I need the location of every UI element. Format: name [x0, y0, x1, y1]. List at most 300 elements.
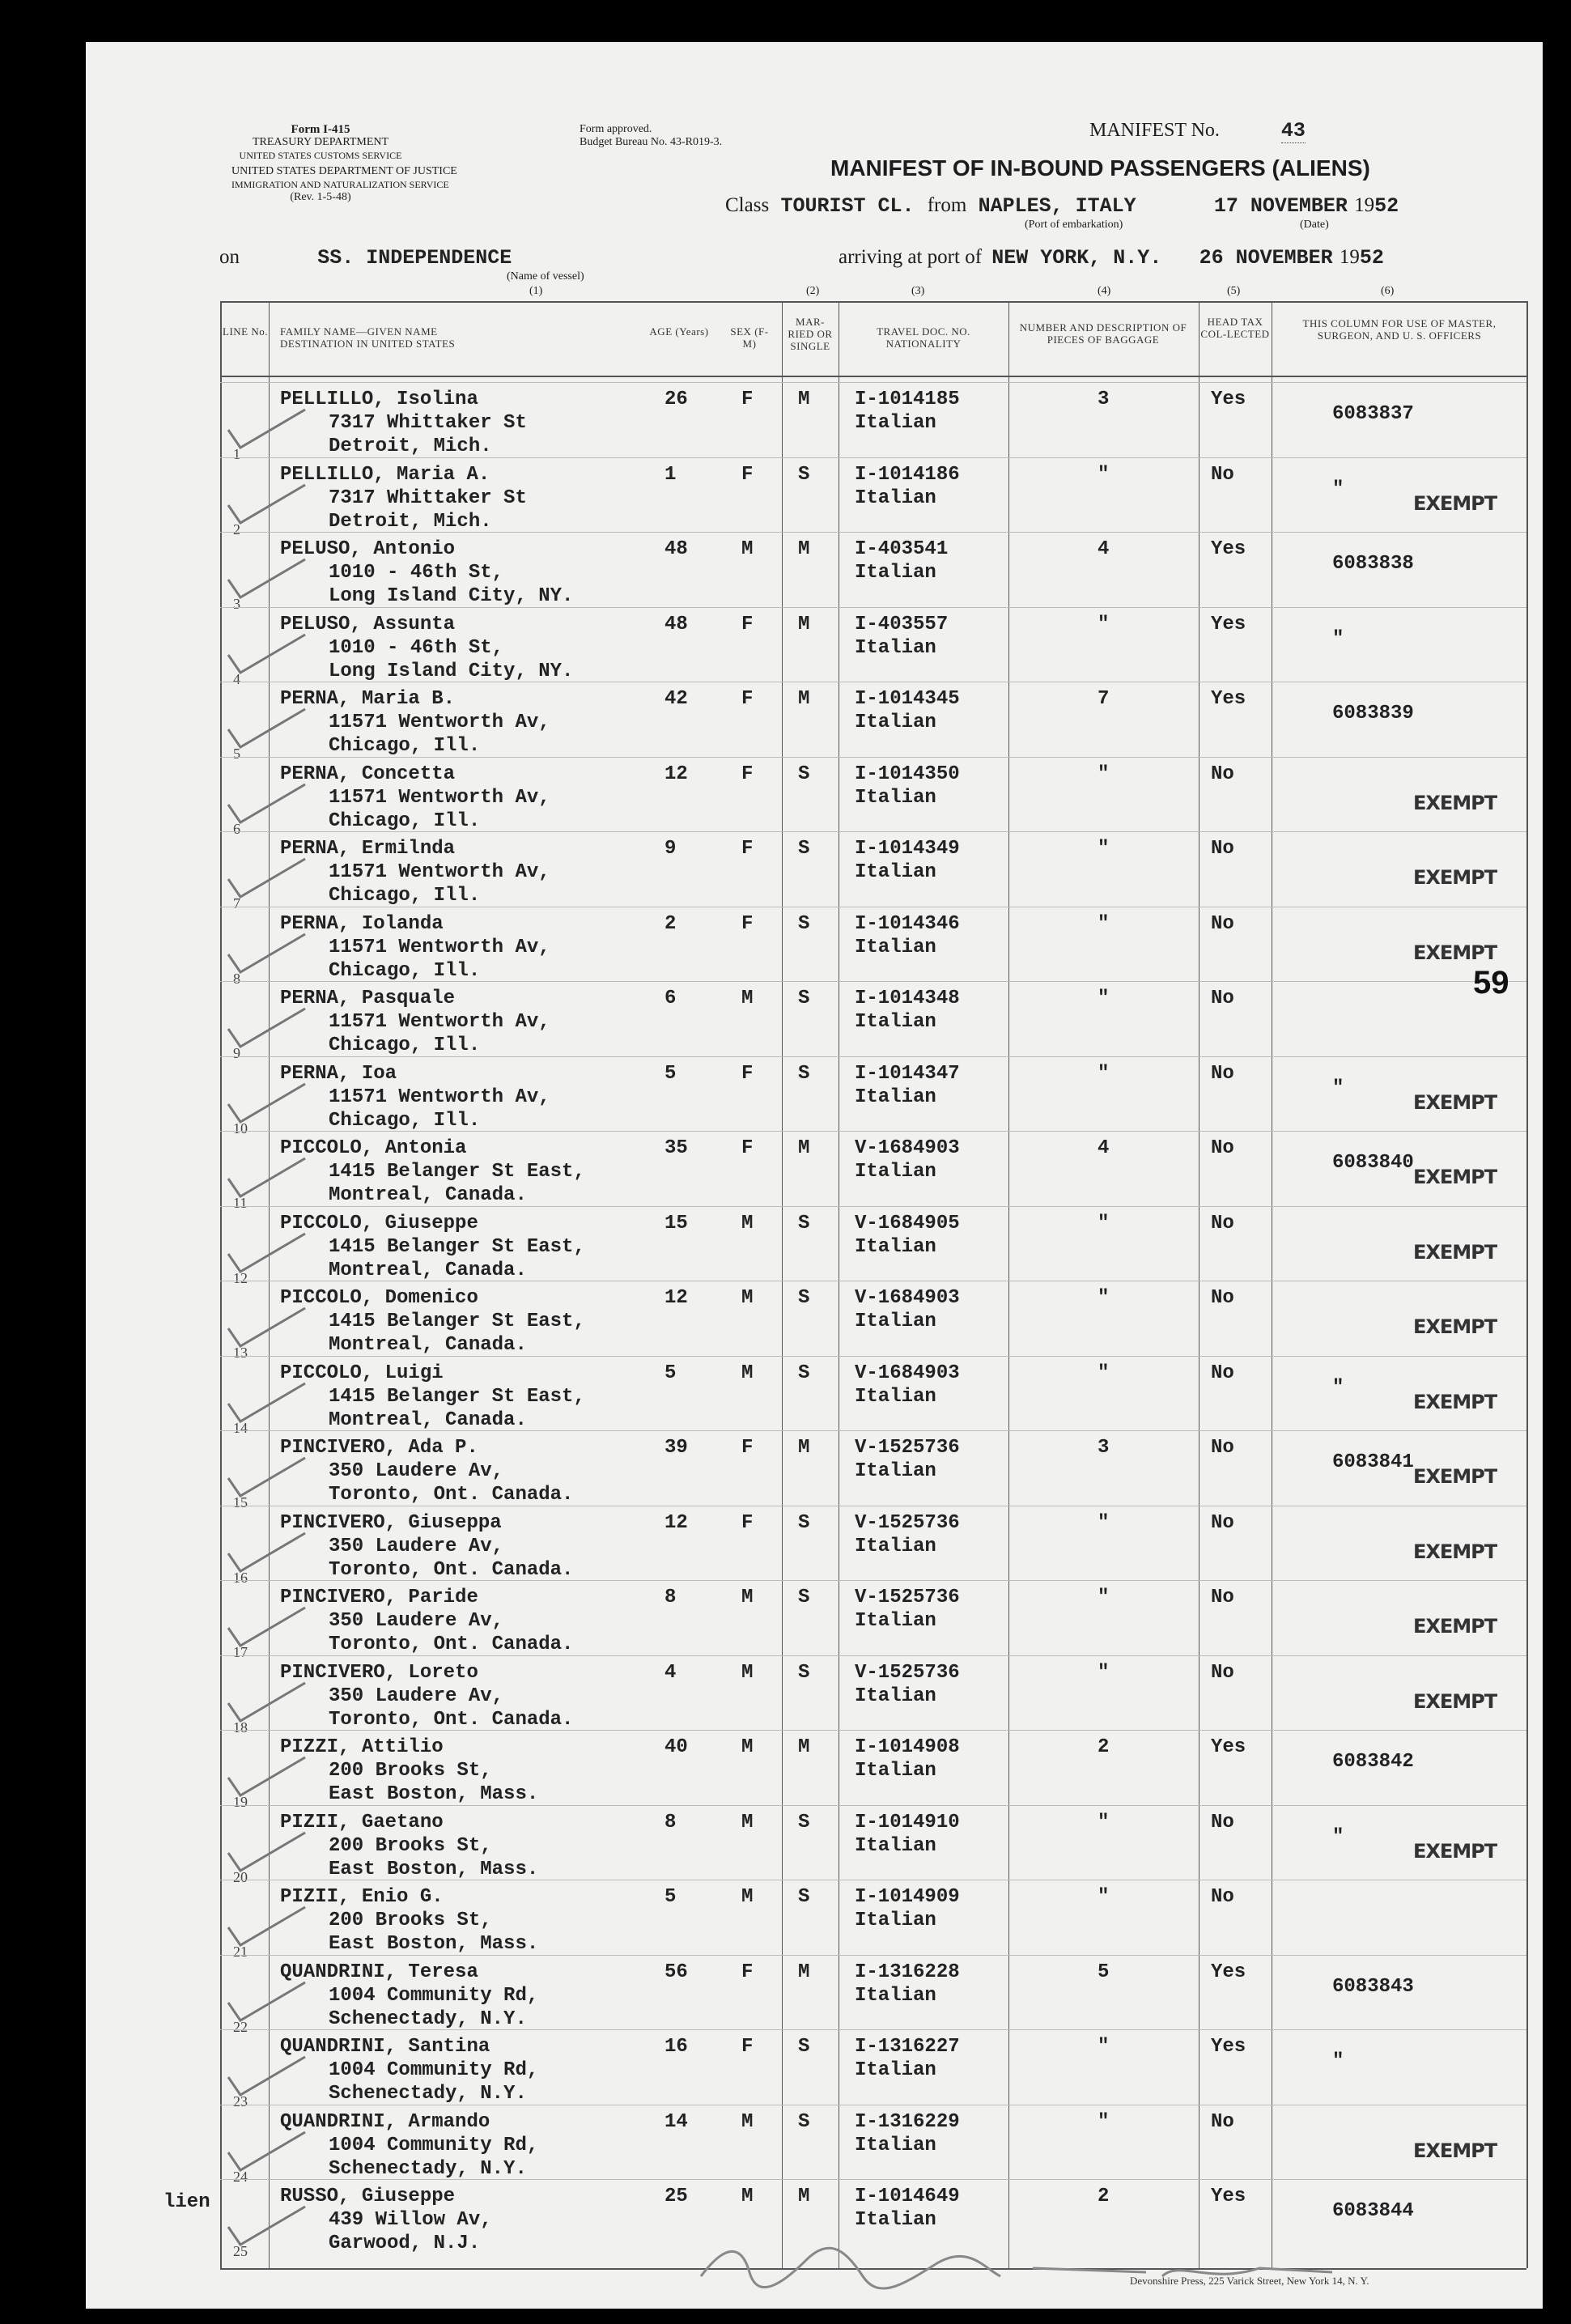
- pencil-check-icon: [220, 481, 309, 529]
- baggage-count: ": [1098, 988, 1110, 1009]
- from-label: from: [927, 194, 967, 216]
- baggage-count: 3: [1098, 389, 1110, 410]
- passenger-nationality: Italian: [855, 412, 936, 434]
- passenger-age: 42: [664, 688, 688, 710]
- passenger-name: PERNA, Ioa: [280, 1062, 397, 1085]
- form-approved: Form approved.: [580, 123, 652, 135]
- pencil-check-icon: [220, 1230, 309, 1278]
- pencil-check-icon: [220, 2128, 309, 2177]
- travel-doc-number: I-403557: [855, 613, 949, 635]
- pencil-check-icon: [220, 1304, 309, 1353]
- passenger-age: 5: [664, 1062, 677, 1085]
- passenger-sex: M: [741, 1287, 754, 1309]
- passenger-sex: F: [741, 1961, 754, 1983]
- table-row: [220, 1056, 1526, 1137]
- passenger-address-city: Chicago, Ill.: [329, 1109, 481, 1132]
- baggage-count: 3: [1098, 1437, 1110, 1459]
- arrival-date: 26 NOVEMBER: [1199, 246, 1333, 270]
- passenger-address-city: East Boston, Mass.: [329, 1783, 539, 1805]
- table-row: [220, 607, 1526, 687]
- baggage-count: 2: [1098, 2186, 1110, 2207]
- table-row: [220, 2029, 1526, 2109]
- passenger-line-number: 25: [233, 2243, 248, 2259]
- passenger-address-city: Montreal, Canada.: [329, 1334, 527, 1356]
- officer-use-number: 6083840: [1332, 1152, 1414, 1174]
- passenger-sex: M: [741, 2186, 754, 2207]
- head-tax: No: [1211, 838, 1234, 860]
- arrival-port: NEW YORK, N.Y.: [991, 246, 1162, 270]
- exempt-stamp: EXEMPT: [1413, 1540, 1497, 1563]
- travel-doc-number: V-1684903: [855, 1362, 960, 1384]
- officer-use-number: ": [1332, 2050, 1344, 2072]
- head-tax: Yes: [1211, 1961, 1246, 1983]
- baggage-count: ": [1098, 2036, 1110, 2058]
- passenger-name: PERNA, Pasquale: [280, 988, 456, 1009]
- table-row: [220, 757, 1526, 837]
- passenger-marital-status: S: [798, 1287, 810, 1309]
- officer-use-number: ": [1332, 1077, 1344, 1099]
- travel-doc-number: I-1316227: [855, 2036, 960, 2058]
- passenger-marital-status: M: [798, 1137, 810, 1159]
- table-top-border: [220, 301, 1526, 303]
- budget-bureau: Budget Bureau No. 43-R019-3.: [580, 136, 723, 148]
- passenger-age: 8: [664, 1587, 677, 1608]
- passenger-age: 25: [664, 2186, 688, 2207]
- travel-doc-number: I-1014185: [855, 389, 960, 410]
- passenger-address-street: 1415 Belanger St East,: [329, 1311, 585, 1332]
- passenger-line-number: 16: [233, 1569, 248, 1586]
- officer-use-number: 6083841: [1332, 1451, 1414, 1473]
- travel-doc-number: I-1014910: [855, 1811, 960, 1833]
- passenger-age: 56: [664, 1961, 688, 1983]
- table-row: [220, 1281, 1526, 1361]
- passenger-line-number: 1: [233, 446, 240, 462]
- pencil-check-icon: [220, 705, 309, 754]
- passenger-address-city: Toronto, Ont. Canada.: [329, 1558, 574, 1581]
- passenger-name: PINCIVERO, Paride: [280, 1587, 478, 1608]
- passenger-line-number: 21: [233, 1944, 248, 1960]
- passenger-marital-status: S: [798, 2036, 810, 2058]
- travel-doc-number: I-1014346: [855, 912, 960, 935]
- form-approval: [580, 123, 722, 149]
- passenger-sex: M: [741, 1362, 754, 1384]
- passenger-line-number: 19: [233, 1794, 248, 1810]
- passenger-address-city: Garwood, N.J.: [329, 2233, 481, 2254]
- head-tax: Yes: [1211, 2186, 1246, 2207]
- passenger-address-street: 350 Laudere Av,: [329, 1535, 504, 1557]
- table-row: [220, 1506, 1526, 1586]
- passenger-marital-status: S: [798, 912, 810, 935]
- form-revision: (Rev. 1-5-48): [290, 191, 351, 203]
- passenger-sex: M: [741, 1811, 754, 1833]
- passenger-address-street: 200 Brooks St,: [329, 1760, 492, 1782]
- passenger-address-street: 11571 Wentworth Av,: [329, 1011, 550, 1033]
- passenger-line-number: 14: [233, 1419, 248, 1436]
- passenger-sex: M: [741, 988, 754, 1009]
- passenger-address-city: Schenectady, N.Y.: [329, 2157, 527, 2180]
- passenger-line-number: 2: [233, 520, 240, 537]
- passenger-name: PICCOLO, Antonia: [280, 1137, 467, 1159]
- passenger-name: PERNA, Maria B.: [280, 688, 456, 710]
- port-embark-caption: (Port of embarkation): [1025, 219, 1123, 231]
- table-row: [220, 2105, 1526, 2185]
- table-row: [220, 382, 1526, 462]
- passenger-address-street: 350 Laudere Av,: [329, 1460, 504, 1482]
- passenger-marital-status: M: [798, 613, 810, 635]
- column-number: (6): [1381, 285, 1395, 297]
- passenger-nationality: Italian: [855, 1311, 936, 1332]
- date-caption: (Date): [1300, 219, 1329, 231]
- baggage-count: 7: [1098, 688, 1110, 710]
- header-name: [280, 325, 455, 350]
- travel-doc-number: I-1014908: [855, 1736, 960, 1758]
- form-number: Form I-415: [291, 123, 350, 136]
- officer-use-number: ": [1332, 1825, 1344, 1848]
- passenger-nationality: Italian: [855, 1460, 936, 1482]
- passenger-address-street: 7317 Whittaker St: [329, 412, 527, 434]
- head-tax: No: [1211, 2110, 1234, 2133]
- baggage-count: ": [1098, 838, 1110, 860]
- class-label: Class: [725, 194, 770, 216]
- pencil-check-icon: [220, 1753, 309, 1802]
- passenger-address-street: 1010 - 46th St,: [329, 562, 504, 584]
- passenger-nationality: Italian: [855, 2209, 936, 2231]
- baggage-count: 4: [1098, 1137, 1110, 1159]
- passenger-address-city: Montreal, Canada.: [329, 1408, 527, 1431]
- head-tax: No: [1211, 1062, 1234, 1085]
- pencil-check-icon: [220, 406, 309, 454]
- passenger-address-street: 439 Willow Av,: [329, 2209, 492, 2231]
- manifest-number: 43: [1280, 119, 1306, 142]
- vessel-caption: (Name of vessel): [507, 270, 584, 283]
- passenger-marital-status: S: [798, 763, 810, 785]
- table-row: [220, 1805, 1526, 1885]
- passenger-age: 6: [664, 988, 677, 1009]
- baggage-count: ": [1098, 912, 1110, 935]
- travel-doc-number: V-1684903: [855, 1287, 960, 1309]
- pencil-check-icon: [220, 1679, 309, 1727]
- passenger-address-city: Detroit, Mich.: [329, 510, 492, 533]
- officer-use-number: 6083837: [1332, 403, 1414, 425]
- passenger-age: 16: [664, 2036, 688, 2058]
- passenger-name: PIZZI, Attilio: [280, 1736, 444, 1758]
- passenger-nationality: Italian: [855, 1685, 936, 1707]
- exempt-stamp: EXEMPT: [1413, 2139, 1497, 2162]
- passenger-age: 14: [664, 2110, 688, 2133]
- passenger-marital-status: M: [798, 1437, 810, 1459]
- head-tax: No: [1211, 1437, 1234, 1459]
- officer-use-number: 6083838: [1332, 553, 1414, 575]
- passenger-age: 35: [664, 1137, 688, 1159]
- passenger-name: PELUSO, Antonio: [280, 538, 456, 560]
- manifest-number-line: [1089, 119, 1306, 142]
- head-tax: Yes: [1211, 1736, 1246, 1758]
- baggage-count: ": [1098, 1062, 1110, 1085]
- passenger-address-city: Long Island City, NY.: [329, 585, 574, 607]
- head-tax: No: [1211, 1287, 1234, 1309]
- passenger-nationality: Italian: [855, 2134, 936, 2156]
- travel-doc-number: I-1316228: [855, 1961, 960, 1983]
- passenger-address-street: 1415 Belanger St East,: [329, 1235, 585, 1258]
- form-header-left: [231, 123, 457, 204]
- passenger-address-city: Chicago, Ill.: [329, 809, 481, 832]
- passenger-line-number: 13: [233, 1345, 248, 1361]
- passenger-nationality: Italian: [855, 1385, 936, 1408]
- passenger-age: 4: [664, 1661, 677, 1684]
- head-tax: No: [1211, 1212, 1234, 1234]
- passenger-name: PIZII, Gaetano: [280, 1811, 444, 1833]
- head-tax: No: [1211, 1886, 1234, 1908]
- passenger-sex: F: [741, 1062, 754, 1085]
- passenger-nationality: Italian: [855, 1610, 936, 1632]
- head-tax: No: [1211, 1137, 1234, 1159]
- passenger-address-street: 350 Laudere Av,: [329, 1685, 504, 1707]
- passenger-sex: M: [741, 1886, 754, 1908]
- passenger-nationality: Italian: [855, 1910, 936, 1931]
- pencil-check-icon: [220, 1978, 309, 2027]
- arrival-line: arriving at port of NEW YORK, N.Y. 26 NOVEMBER 1952: [839, 246, 1384, 270]
- passenger-age: 48: [664, 613, 688, 635]
- travel-doc-number: I-1316229: [855, 2110, 960, 2133]
- passenger-address-street: 1010 - 46th St,: [329, 636, 504, 659]
- pencil-check-icon: [220, 1604, 309, 1652]
- passenger-age: 12: [664, 1287, 688, 1309]
- baggage-count: ": [1098, 463, 1110, 486]
- passenger-sex: F: [741, 389, 754, 410]
- passenger-line-number: 20: [233, 1868, 248, 1885]
- table-row: [220, 1206, 1526, 1286]
- passenger-age: 8: [664, 1811, 677, 1833]
- passenger-address-city: Schenectady, N.Y.: [329, 2083, 527, 2105]
- passenger-name: PINCIVERO, Loreto: [280, 1661, 478, 1684]
- baggage-count: ": [1098, 1886, 1110, 1908]
- passenger-nationality: Italian: [855, 1834, 936, 1857]
- header-family-name: FAMILY NAME—GIVEN NAME: [280, 325, 438, 338]
- passenger-sex: F: [741, 1437, 754, 1459]
- passenger-marital-status: S: [798, 1362, 810, 1384]
- travel-doc-number: I-1014909: [855, 1886, 960, 1908]
- class-value: TOURIST CL.: [780, 194, 915, 218]
- passenger-sex: M: [741, 2110, 754, 2133]
- travel-doc-number: V-1525736: [855, 1437, 960, 1459]
- passenger-sex: F: [741, 1511, 754, 1534]
- header-age: AGE (Years): [649, 325, 709, 338]
- passenger-nationality: Italian: [855, 1011, 936, 1033]
- passenger-address-city: Toronto, Ont. Canada.: [329, 1484, 574, 1506]
- passenger-sex: M: [741, 1736, 754, 1758]
- exempt-stamp: EXEMPT: [1413, 1166, 1497, 1188]
- passenger-name: PELLILLO, Isolina: [280, 389, 478, 410]
- passenger-age: 12: [664, 1511, 688, 1534]
- pencil-check-icon: [220, 1005, 309, 1053]
- baggage-count: ": [1098, 2110, 1110, 2133]
- passenger-name: PICCOLO, Luigi: [280, 1362, 444, 1384]
- baggage-count: ": [1098, 1362, 1110, 1384]
- passenger-age: 9: [664, 838, 677, 860]
- from-value: NAPLES, ITALY: [978, 194, 1136, 218]
- passenger-address-street: 200 Brooks St,: [329, 1834, 492, 1857]
- pencil-check-icon: [220, 1829, 309, 1877]
- passenger-nationality: Italian: [855, 562, 936, 584]
- passenger-address-street: 11571 Wentworth Av,: [329, 861, 550, 883]
- passenger-sex: F: [741, 2036, 754, 2058]
- table-row: [220, 1356, 1526, 1436]
- on-label: on: [219, 246, 240, 268]
- printer-footer: Devonshire Press, 225 Varick Street, New York 14, N. Y.: [1130, 2275, 1369, 2287]
- passenger-age: 5: [664, 1362, 677, 1384]
- page-number: 59: [1473, 965, 1509, 1001]
- passenger-nationality: Italian: [855, 936, 936, 958]
- passenger-age: 1: [664, 463, 677, 486]
- passenger-address-street: 11571 Wentworth Av,: [329, 936, 550, 958]
- travel-doc-number: V-1525736: [855, 1511, 960, 1534]
- officer-use-number: ": [1332, 627, 1344, 650]
- table-row: [220, 1880, 1526, 1960]
- baggage-count: ": [1098, 613, 1110, 635]
- passenger-age: 39: [664, 1437, 688, 1459]
- exempt-stamp: EXEMPT: [1413, 1240, 1497, 1264]
- passenger-name: PERNA, Concetta: [280, 763, 456, 785]
- passenger-address-street: 11571 Wentworth Av,: [329, 712, 550, 733]
- header-line-no: LINE No.: [223, 325, 268, 338]
- passenger-address-city: Toronto, Ont. Canada.: [329, 1634, 574, 1655]
- travel-doc-number: I-1014649: [855, 2186, 960, 2207]
- exempt-stamp: EXEMPT: [1413, 866, 1497, 889]
- treasury-dept: TREASURY DEPARTMENT: [252, 136, 389, 148]
- passenger-age: 48: [664, 538, 688, 560]
- baggage-count: 2: [1098, 1736, 1110, 1758]
- class-line: Class TOURIST CL. from NAPLES, ITALY 17 NOVEMBER 1952: [725, 194, 1399, 218]
- travel-doc-number: V-1684905: [855, 1212, 960, 1234]
- pencil-check-icon: [220, 2053, 309, 2101]
- baggage-count: ": [1098, 1212, 1110, 1234]
- passenger-address-city: Long Island City, NY.: [329, 660, 574, 682]
- passenger-marital-status: S: [798, 988, 810, 1009]
- passenger-age: 5: [664, 1886, 677, 1908]
- passenger-nationality: Italian: [855, 712, 936, 733]
- exempt-stamp: EXEMPT: [1413, 1839, 1497, 1863]
- head-tax: Yes: [1211, 538, 1246, 560]
- passenger-marital-status: S: [798, 1811, 810, 1833]
- passenger-line-number: 12: [233, 1269, 248, 1286]
- pencil-check-icon: [220, 1080, 309, 1128]
- table-row: [220, 831, 1526, 911]
- passenger-line-number: 3: [233, 596, 240, 612]
- passenger-name: PELUSO, Assunta: [280, 613, 456, 635]
- passenger-address-city: Schenectady, N.Y.: [329, 2007, 527, 2030]
- passenger-nationality: Italian: [855, 1086, 936, 1108]
- officer-use-number: 6083839: [1332, 703, 1414, 724]
- baggage-count: ": [1098, 1811, 1110, 1833]
- head-tax: No: [1211, 1661, 1234, 1684]
- passenger-line-number: 10: [233, 1120, 248, 1137]
- column-number: (4): [1098, 285, 1111, 297]
- exempt-stamp: EXEMPT: [1413, 1465, 1497, 1488]
- arriving-label: arriving at port of: [839, 246, 983, 268]
- customs-service: UNITED STATES CUSTOMS SERVICE: [239, 150, 402, 161]
- passenger-name: RUSSO, Giuseppe: [280, 2186, 456, 2207]
- passenger-line-number: 11: [233, 1195, 248, 1211]
- travel-doc-number: I-1014350: [855, 763, 960, 785]
- head-tax: Yes: [1211, 389, 1246, 410]
- passenger-age: 12: [664, 763, 688, 785]
- passenger-name: QUANDRINI, Santina: [280, 2036, 490, 2058]
- column-number: (5): [1227, 285, 1241, 297]
- head-tax: No: [1211, 763, 1234, 785]
- passenger-sex: M: [741, 1587, 754, 1608]
- passenger-address-city: East Boston, Mass.: [329, 1858, 539, 1880]
- passenger-marital-status: M: [798, 2186, 810, 2207]
- passenger-address-city: Chicago, Ill.: [329, 1035, 481, 1056]
- baggage-count: ": [1098, 1587, 1110, 1608]
- passenger-sex: F: [741, 1137, 754, 1159]
- pencil-check-icon: [220, 631, 309, 679]
- pencil-check-icon: [220, 2203, 309, 2251]
- passenger-sex: F: [741, 838, 754, 860]
- passenger-nationality: Italian: [855, 1161, 936, 1183]
- table-row: [220, 1430, 1526, 1510]
- passenger-address-city: Montreal, Canada.: [329, 1259, 527, 1281]
- passenger-address-street: 1415 Belanger St East,: [329, 1161, 585, 1183]
- travel-doc-number: I-403541: [855, 538, 949, 560]
- pencil-check-icon: [220, 555, 309, 604]
- head-tax: Yes: [1211, 613, 1246, 635]
- passenger-marital-status: S: [798, 1661, 810, 1684]
- baggage-count: ": [1098, 1287, 1110, 1309]
- baggage-count: 4: [1098, 538, 1110, 560]
- departure-year: 52: [1374, 194, 1399, 218]
- baggage-count: 5: [1098, 1961, 1110, 1983]
- column-number: (3): [911, 285, 925, 297]
- manifest-title: MANIFEST OF IN-BOUND PASSENGERS (ALIENS): [830, 155, 1370, 181]
- passenger-address-street: 1004 Community Rd,: [329, 2059, 539, 2081]
- passenger-name: PIZII, Enio G.: [280, 1886, 444, 1908]
- passenger-line-number: 15: [233, 1494, 248, 1510]
- justice-dept: UNITED STATES DEPARTMENT OF JUSTICE: [231, 165, 457, 177]
- head-tax: No: [1211, 463, 1234, 486]
- passenger-line-number: 23: [233, 2093, 248, 2109]
- table-row: [220, 457, 1526, 537]
- table-row: [220, 1131, 1526, 1211]
- passenger-sex: F: [741, 613, 754, 635]
- passenger-sex: M: [741, 1661, 754, 1684]
- passenger-address-street: 200 Brooks St,: [329, 1910, 492, 1931]
- passenger-address-city: Detroit, Mich.: [329, 435, 492, 457]
- header-sex: SEX (F-M): [730, 325, 769, 350]
- passenger-marital-status: S: [798, 838, 810, 860]
- officer-use-number: ": [1332, 478, 1344, 500]
- passenger-address-street: 1004 Community Rd,: [329, 2134, 539, 2156]
- passenger-marital-status: S: [798, 1062, 810, 1085]
- passenger-nationality: Italian: [855, 486, 936, 509]
- passenger-sex: M: [741, 1212, 754, 1234]
- passenger-nationality: Italian: [855, 1984, 936, 2007]
- passenger-marital-status: S: [798, 1511, 810, 1534]
- passenger-nationality: Italian: [855, 1535, 936, 1557]
- travel-doc-number: I-1014186: [855, 463, 960, 486]
- column-number: (2): [806, 285, 820, 297]
- passenger-name: PINCIVERO, Giuseppa: [280, 1511, 502, 1534]
- passenger-marital-status: S: [798, 463, 810, 486]
- passenger-name: PICCOLO, Giuseppe: [280, 1212, 478, 1234]
- header-head-tax: HEAD TAX COL-LECTED: [1200, 316, 1270, 340]
- pencil-check-icon: [220, 1529, 309, 1578]
- passenger-address-street: 7317 Whittaker St: [329, 486, 527, 509]
- pencil-check-icon: [220, 1379, 309, 1428]
- table-row: [220, 1580, 1526, 1660]
- passenger-sex: F: [741, 688, 754, 710]
- exempt-stamp: EXEMPT: [1413, 791, 1497, 814]
